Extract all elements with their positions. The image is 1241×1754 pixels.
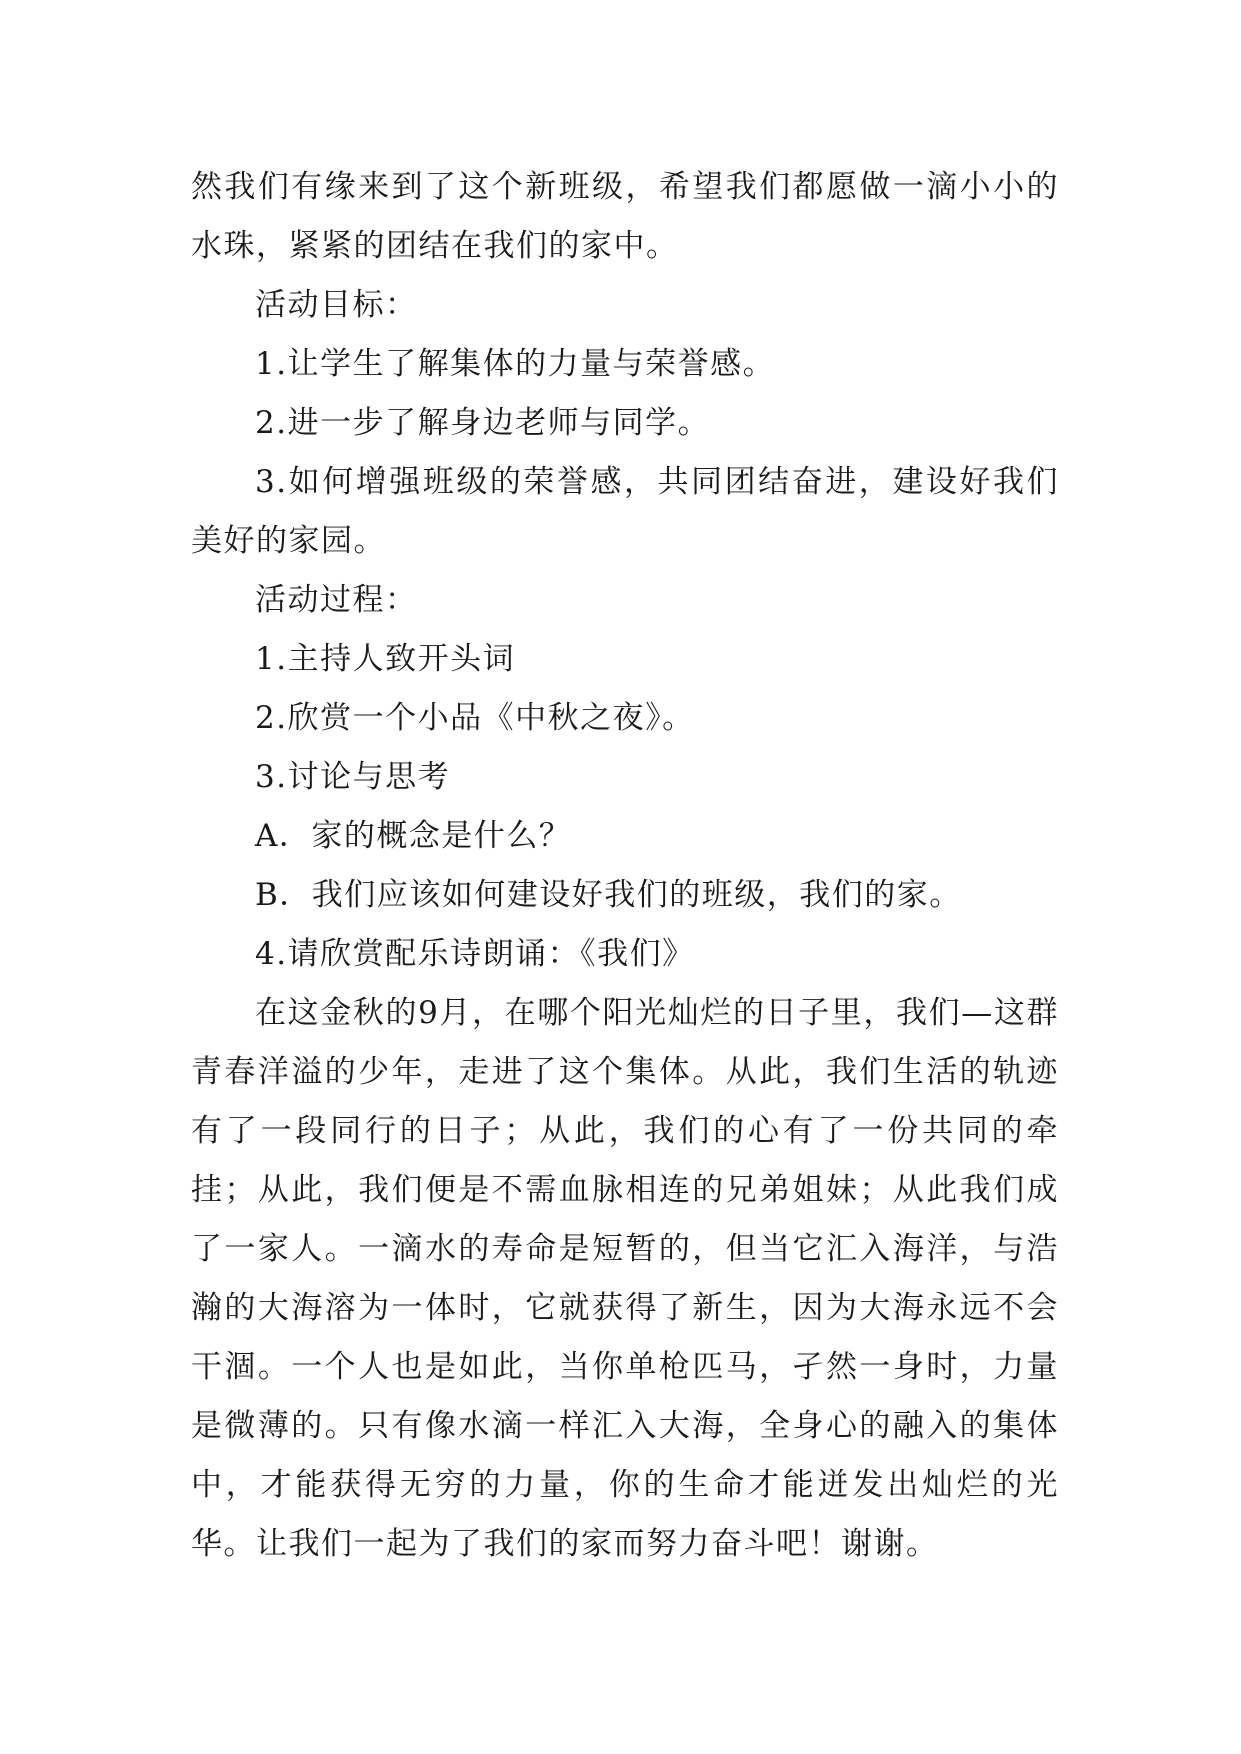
discussion-question-a: A．家的概念是什么？ — [255, 818, 572, 854]
goal-item-1: 1.让学生了解集体的力量与荣誉感。 — [255, 346, 776, 382]
goal-item-2: 2.进一步了解身边老师与同学。 — [255, 405, 711, 441]
document-body — [191, 158, 1059, 1574]
process-item-2: 2.欣赏一个小品《中秋之夜》。 — [255, 700, 695, 736]
process-item-4: 4.请欣赏配乐诗朗诵：《我们》 — [255, 936, 695, 972]
heading-activity-goals: 活动目标： — [255, 287, 418, 323]
goal-item-3: 3.如何增强班级的荣誉感，共同团结奋进，建设好我们美好的家园。 — [191, 464, 1059, 559]
poem-paragraph: 在这金秋的9月，在哪个阳光灿烂的日子里，我们—这群青春洋溢的少年，走进了这个集体。从此，我们生活的轨迹有了一段同行的日子；从此，我们的心有了一份共同的牵挂；从此，我们便是不需血脉相连的兄弟姐妹；从此我们成了一家人。一滴水的寿命是短暂的，但当它汇入海洋，与浩瀚的大海溶为一体时，它就获得了新生，因为大海永远不会干涸。一个人也是如此，当你单枪匹马，孑然一身时，力量是微薄的。只有像水滴一样汇入大海，全身心的融入的集体中，才能获得无穷的力量，你的生命才能迸发出灿烂的光华。让我们一起为了我们的家而努力奋斗吧！谢谢。 — [191, 995, 1059, 1562]
heading-activity-process: 活动过程： — [255, 582, 418, 618]
process-item-3: 3.讨论与思考 — [255, 759, 451, 795]
paragraph-opening-continuation: 然我们有缘来到了这个新班级，希望我们都愿做一滴小小的水珠，紧紧的团结在我们的家中。 — [191, 169, 1059, 264]
discussion-question-b: B．我们应该如何建设好我们的班级，我们的家。 — [255, 877, 962, 913]
process-item-1: 1.主持人致开头词 — [255, 641, 516, 677]
